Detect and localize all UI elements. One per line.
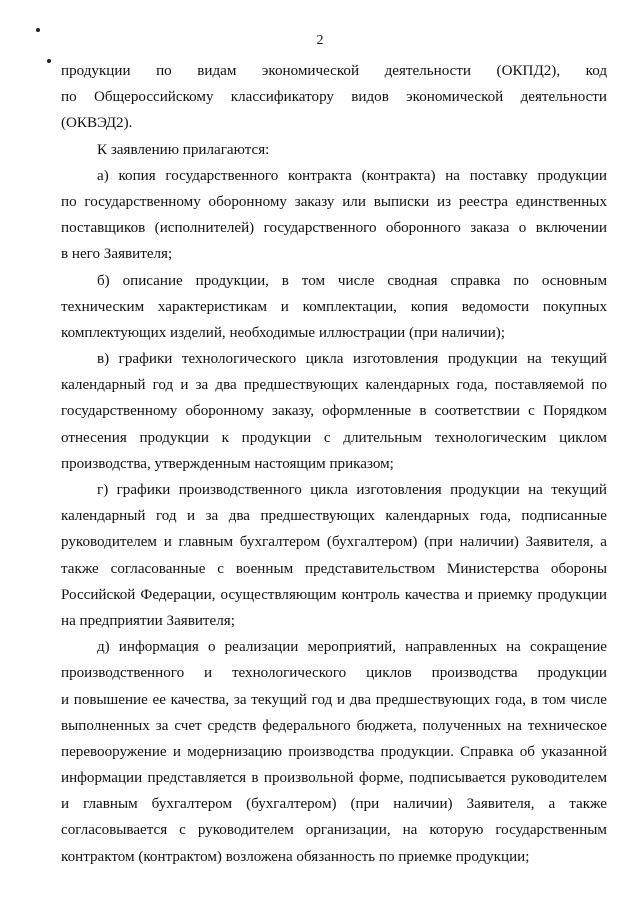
text-line: также согласованные с военным представительством Министерства обороны [61, 560, 607, 577]
text-line: отнесения продукции к продукции с длительным технологическим циклом [61, 429, 607, 446]
text-line: государственному оборонному заказу, оформленные в соответствии с Порядком [61, 403, 607, 420]
text-line: перевооружение и модернизацию производства продукции. Справка об указанной [61, 743, 607, 760]
page-number: 2 [316, 33, 324, 48]
scan-dot-mark [47, 59, 51, 63]
text-line: календарный год и за два предшествующих календарных года, подписанные [61, 508, 607, 525]
text-line: информации представляется в произвольной форме, подписывается руководителем [61, 770, 607, 787]
text-line: комплектующих изделий, необходимые иллюстрации (при наличии); [61, 324, 506, 341]
text-line: б) описание продукции, в том числе сводная справка по основным [97, 272, 607, 289]
text-line: (ОКВЭД2). [61, 115, 133, 132]
text-line: по государственному оборонному заказу или выписки из реестра единственных [61, 193, 607, 210]
document-body-text [61, 58, 607, 870]
text-line: и главным бухгалтером (бухгалтером) (при наличии) Заявителя, а также [61, 796, 607, 813]
text-line: контрактом (контрактом) возложена обязанность по приемке продукции; [61, 848, 530, 865]
text-line: производственного и технологического циклов производства продукции [61, 665, 607, 682]
text-line: Российской Федерации, осуществляющим контроль качества и приемку продукции [61, 586, 607, 603]
text-line: в) графики технологического цикла изготовления продукции на текущий [97, 351, 607, 368]
text-line: г) графики производственного цикла изготовления продукции на текущий [97, 482, 607, 498]
text-line: К заявлению прилагаются: [97, 141, 270, 158]
text-line: и повышение ее качества, за текущий год и два предшествующих года, в том числе [61, 691, 607, 708]
text-line: техническим характеристикам и комплектации, копия ведомости покупных [61, 298, 607, 315]
text-line: а) копия государственного контракта (контракта) на поставку продукции [97, 167, 607, 184]
text-line: д) информация о реализации мероприятий, направленных на сокращение [97, 639, 607, 656]
text-line: на предприятии Заявителя; [61, 612, 235, 629]
text-line: календарный год и за два предшествующих календарных года, поставляемой по [61, 377, 607, 394]
text-line: выполненных за счет средств федерального бюджета, полученных на техническое [61, 717, 607, 734]
text-line: по Общероссийскому классификатору видов экономической деятельности [61, 89, 607, 106]
text-line: руководителем и главным бухгалтером (бухгалтером) (при наличии) Заявителя, а [61, 534, 607, 551]
scan-dot-mark [36, 28, 40, 32]
text-line: в него Заявителя; [61, 246, 173, 263]
text-line: поставщиков (исполнителей) государственного оборонного заказа о включении [61, 220, 607, 237]
text-line: продукции по видам экономической деятельности (ОКПД2), код [61, 63, 607, 79]
text-line: производства, утвержденным настоящим приказом; [61, 455, 394, 472]
text-line: согласовывается с руководителем организации, на которую государственным [61, 822, 607, 839]
